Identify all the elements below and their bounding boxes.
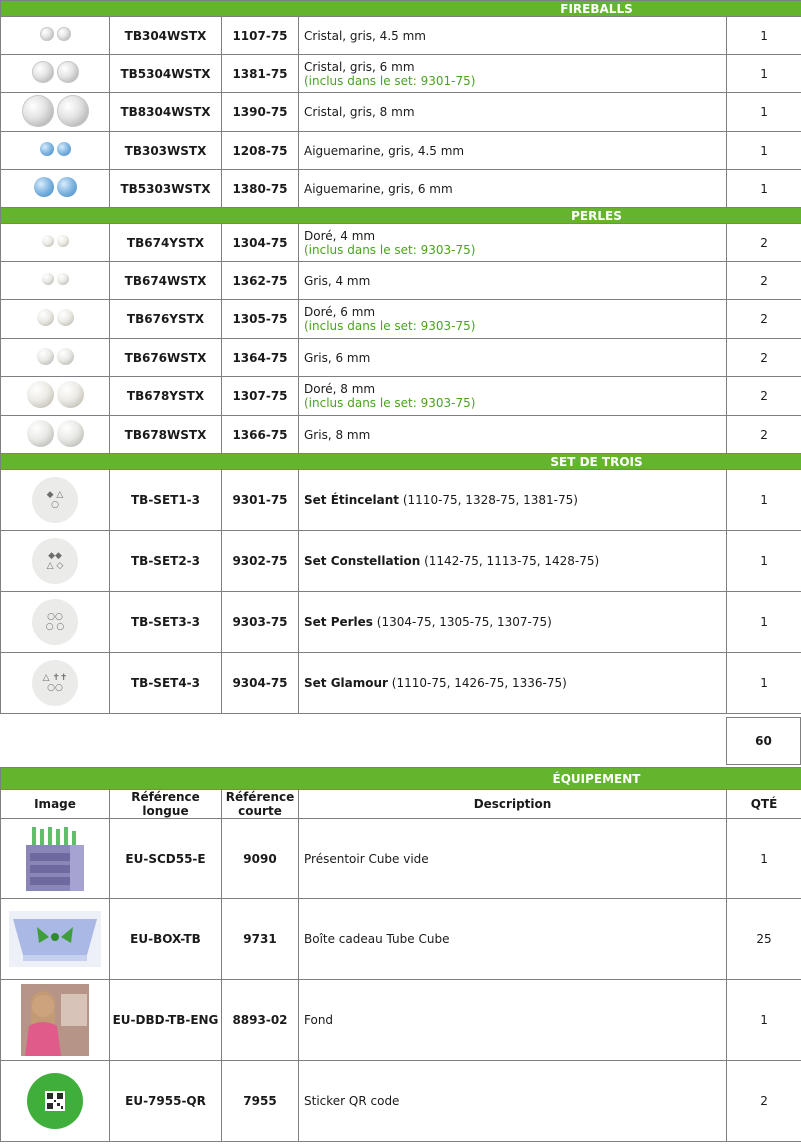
display-cube-icon bbox=[20, 823, 90, 895]
table-row bbox=[1, 416, 801, 454]
quantity: 1 bbox=[727, 470, 801, 531]
earring-set-icon: △ ✝✝ ○○ bbox=[32, 660, 78, 706]
ref-long: TB8304WSTX bbox=[110, 93, 222, 132]
pearl-earrings-icon bbox=[42, 235, 69, 247]
quantity: 1 bbox=[727, 653, 801, 714]
table-row bbox=[1, 17, 801, 55]
col-header-description: Description bbox=[299, 790, 727, 819]
pearl-earrings-icon bbox=[42, 273, 69, 285]
ref-short: 1380-75 bbox=[222, 170, 299, 208]
ref-long: TB676WSTX bbox=[110, 339, 222, 377]
set-detail: (1110-75, 1328-75, 1381-75) bbox=[402, 493, 578, 507]
description: Cristal, gris, 8 mm bbox=[304, 105, 415, 119]
quantity: 2 bbox=[727, 224, 801, 262]
description: Cristal, gris, 4.5 mm bbox=[304, 28, 426, 43]
set-detail: (1110-75, 1426-75, 1336-75) bbox=[387, 676, 567, 690]
table-row bbox=[1, 132, 801, 170]
crystal-earrings-icon bbox=[40, 27, 71, 41]
total-quantity: 60 bbox=[726, 717, 801, 765]
ref-long: TB674WSTX bbox=[110, 262, 222, 300]
description: Aiguemarine, gris, 6 mm bbox=[304, 181, 453, 196]
table-row bbox=[1, 1061, 801, 1142]
section-header-perles bbox=[1, 208, 801, 224]
pearl-earrings-icon bbox=[27, 420, 84, 447]
set-note: (inclus dans le set: 9303-75) bbox=[304, 396, 476, 410]
description: Aiguemarine, gris, 4.5 mm bbox=[304, 143, 465, 158]
table-row bbox=[1, 470, 801, 531]
ref-short: 1390-75 bbox=[222, 93, 299, 132]
quantity: 2 bbox=[727, 300, 801, 339]
table-row bbox=[1, 377, 801, 416]
col-header-ref-long: Référence longue bbox=[110, 790, 222, 819]
description: Cristal, gris, 6 mm bbox=[304, 59, 415, 74]
ref-short: 1364-75 bbox=[222, 339, 299, 377]
set-note: (inclus dans le set: 9303-75) bbox=[304, 319, 476, 333]
description: Doré, 8 mm bbox=[304, 382, 376, 396]
quantity: 1 bbox=[727, 55, 801, 93]
ref-long: TB5304WSTX bbox=[110, 55, 222, 93]
ref-long: TB303WSTX bbox=[110, 132, 222, 170]
table-row bbox=[1, 55, 801, 93]
crystal-earrings-icon bbox=[32, 61, 79, 83]
section-title: ÉQUIPEMENT bbox=[552, 771, 641, 786]
pearl-earrings-icon bbox=[27, 381, 84, 408]
section-title: PERLES bbox=[571, 208, 622, 223]
ref-short: 1366-75 bbox=[222, 416, 299, 454]
set-note: (inclus dans le set: 9303-75) bbox=[304, 242, 476, 257]
description: Sticker QR code bbox=[304, 1094, 400, 1108]
ref-long: TB5303WSTX bbox=[110, 170, 222, 208]
earring-set-icon: ○○ ○ ○ bbox=[32, 599, 78, 645]
ref-short: 1307-75 bbox=[222, 377, 299, 416]
ref-short: 9090 bbox=[222, 819, 299, 899]
quantity: 25 bbox=[727, 899, 801, 980]
quantity: 2 bbox=[727, 377, 801, 416]
section-title: SET DE TROIS bbox=[550, 454, 643, 469]
table-row bbox=[1, 262, 801, 300]
description: Doré, 4 mm bbox=[304, 228, 376, 243]
quantity: 2 bbox=[727, 1061, 801, 1142]
earring-set-icon: ◆◆ △ ◇ bbox=[32, 538, 78, 584]
ref-long: EU-BOX-TB bbox=[110, 899, 222, 980]
ref-short: 1362-75 bbox=[222, 262, 299, 300]
description: Doré, 6 mm bbox=[304, 305, 376, 319]
col-header-ref-short: Référence courte bbox=[222, 790, 299, 819]
ref-long: EU-SCD55-E bbox=[110, 819, 222, 899]
table-row bbox=[1, 531, 801, 592]
table-row bbox=[1, 224, 801, 262]
earring-set-icon: ◆ △ ○ bbox=[32, 477, 78, 523]
quantity: 1 bbox=[727, 17, 801, 55]
backdrop-photo-icon bbox=[21, 984, 89, 1056]
equipment-table bbox=[0, 767, 801, 1142]
ref-short: 1208-75 bbox=[222, 132, 299, 170]
ref-short: 9303-75 bbox=[222, 592, 299, 653]
table-row bbox=[1, 300, 801, 339]
col-header-image: Image bbox=[1, 790, 110, 819]
ref-short: 1304-75 bbox=[222, 224, 299, 262]
quantity: 1 bbox=[727, 819, 801, 899]
ref-long: TB674YSTX bbox=[110, 224, 222, 262]
description: Gris, 8 mm bbox=[304, 427, 371, 442]
description: Boîte cadeau Tube Cube bbox=[304, 932, 450, 946]
quantity: 1 bbox=[727, 170, 801, 208]
table-row bbox=[1, 339, 801, 377]
ref-short: 9304-75 bbox=[222, 653, 299, 714]
table-row bbox=[1, 592, 801, 653]
ref-short: 9301-75 bbox=[222, 470, 299, 531]
ref-short: 1305-75 bbox=[222, 300, 299, 339]
ref-long: EU-DBD-TB-ENG bbox=[110, 980, 222, 1061]
gift-box-icon bbox=[9, 911, 101, 967]
table-header-row bbox=[1, 790, 801, 819]
qr-sticker-icon bbox=[26, 1072, 84, 1130]
quantity: 1 bbox=[727, 132, 801, 170]
table-row bbox=[1, 980, 801, 1061]
table-row bbox=[1, 899, 801, 980]
aquamarine-earrings-icon bbox=[34, 177, 77, 197]
quantity: 2 bbox=[727, 339, 801, 377]
set-name: Set Constellation bbox=[304, 554, 421, 568]
ref-short: 8893-02 bbox=[222, 980, 299, 1061]
ref-long: TB-SET1-3 bbox=[110, 470, 222, 531]
pearl-earrings-icon bbox=[37, 348, 74, 365]
quantity: 1 bbox=[727, 93, 801, 132]
ref-long: TB678WSTX bbox=[110, 416, 222, 454]
ref-short: 1381-75 bbox=[222, 55, 299, 93]
ref-long: TB304WSTX bbox=[110, 17, 222, 55]
crystal-earrings-icon bbox=[22, 95, 89, 127]
set-detail: (1304-75, 1305-75, 1307-75) bbox=[372, 615, 552, 629]
section-title: FIREBALLS bbox=[560, 1, 633, 16]
set-name: Set Étincelant bbox=[304, 493, 400, 507]
ref-long: EU-7955-QR bbox=[110, 1061, 222, 1142]
table-row bbox=[1, 819, 801, 899]
ref-short: 9731 bbox=[222, 899, 299, 980]
description: Fond bbox=[304, 1013, 334, 1027]
section-header-equipement bbox=[1, 768, 801, 790]
set-name: Set Glamour bbox=[304, 676, 388, 690]
section-header-fireballs bbox=[1, 1, 801, 17]
ref-long: TB676YSTX bbox=[110, 300, 222, 339]
ref-short: 7955 bbox=[222, 1061, 299, 1142]
ref-long: TB678YSTX bbox=[110, 377, 222, 416]
table-row bbox=[1, 653, 801, 714]
description: Gris, 4 mm bbox=[304, 273, 371, 288]
table-row bbox=[1, 170, 801, 208]
quantity: 1 bbox=[727, 531, 801, 592]
ref-long: TB-SET4-3 bbox=[110, 653, 222, 714]
ref-short: 1107-75 bbox=[222, 17, 299, 55]
ref-long: TB-SET2-3 bbox=[110, 531, 222, 592]
set-note: (inclus dans le set: 9301-75) bbox=[304, 73, 476, 88]
quantity: 2 bbox=[727, 262, 801, 300]
description: Présentoir Cube vide bbox=[304, 851, 429, 866]
col-header-qty: QTÉ bbox=[727, 790, 801, 819]
quantity: 2 bbox=[727, 416, 801, 454]
quantity: 1 bbox=[727, 592, 801, 653]
description: Gris, 6 mm bbox=[304, 350, 371, 365]
ref-short: 9302-75 bbox=[222, 531, 299, 592]
ref-long: TB-SET3-3 bbox=[110, 592, 222, 653]
aquamarine-earrings-icon bbox=[40, 142, 71, 156]
pearl-earrings-icon bbox=[37, 309, 74, 326]
quantity: 1 bbox=[727, 980, 801, 1061]
section-header-sets bbox=[1, 454, 801, 470]
table-row bbox=[1, 93, 801, 132]
set-name: Set Perles bbox=[304, 615, 373, 629]
set-detail: (1142-75, 1113-75, 1428-75) bbox=[424, 554, 600, 568]
